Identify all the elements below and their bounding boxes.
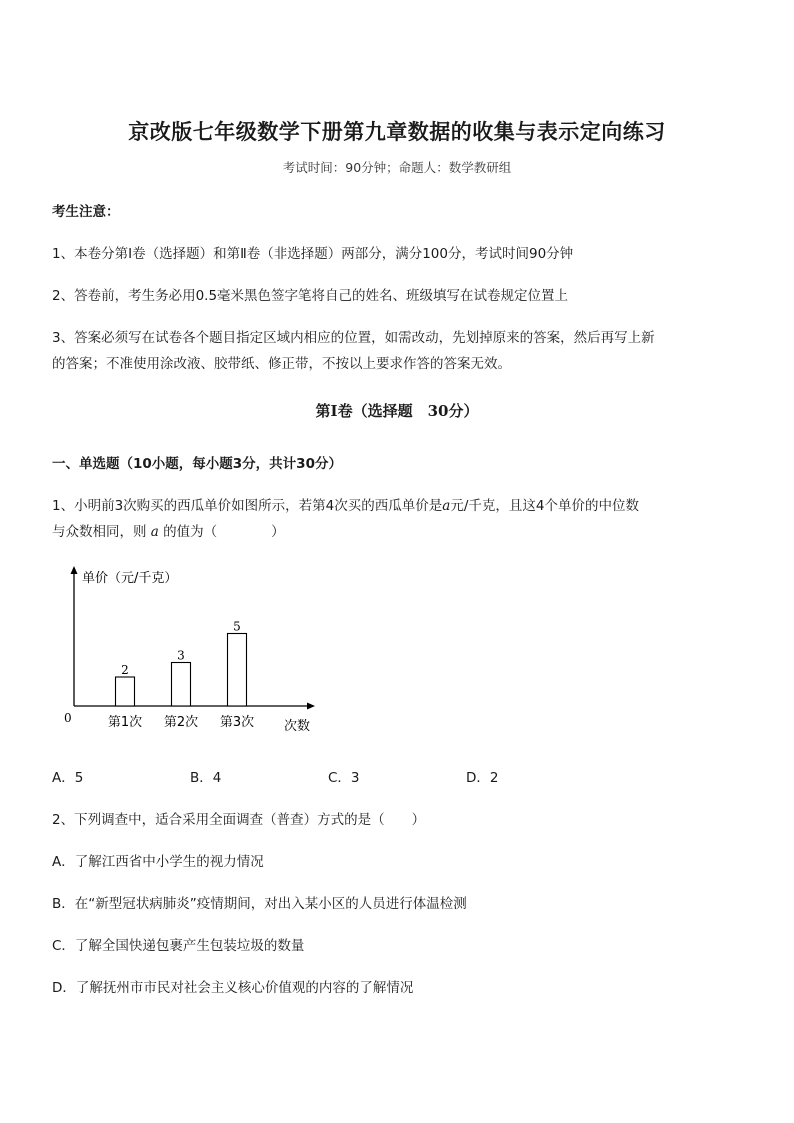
q2-option-b: B．在“新型冠状病肺炎”疫情期间，对出入某小区的人员进行体温检测 — [52, 896, 467, 912]
category-label-3: 第3次 — [219, 715, 255, 730]
q1-text-b: 元/千克，且这4个单价的中位数 — [450, 498, 639, 514]
q1-option-c: C．3 — [328, 770, 360, 786]
category-label-1: 第1次 — [107, 715, 143, 730]
notice-item-1: 1、本卷分第Ⅰ卷（选择题）和第Ⅱ卷（非选择题）两部分，满分100分，考试时间90分钟 — [52, 246, 574, 262]
bar-2 — [172, 663, 191, 707]
notice-item-3-cont: 的答案；不准使用涂改液、胶带纸、修正带，不按以上要求作答的答案无效。 — [52, 356, 511, 372]
q1-option-d: D．2 — [466, 770, 499, 786]
bar-1 — [116, 677, 135, 706]
q2-option-a: A．了解江西省中小学生的视力情况 — [52, 854, 264, 870]
section-title: 第Ⅰ卷（选择题 30分） — [315, 402, 479, 420]
notice-item-2: 2、答卷前，考生务必用0.5毫米黑色签字笔将自己的姓名、班级填写在试卷规定位置上 — [52, 288, 569, 304]
notice-item-3: 3、答案必须写在试卷各个题目指定区域内相应的位置，如需改动，先划掉原来的答案，然后再写上新 — [52, 330, 655, 346]
notice-heading: 考生注意： — [52, 204, 120, 220]
q1-text-d: 的值为（ ） — [163, 524, 285, 540]
q1-var-a: a — [442, 498, 451, 514]
q1-text-c: 与众数相同，则 — [52, 524, 147, 540]
q1-text-a: 1、小明前3次购买的西瓜单价如图所示，若第4次买的西瓜单价是 — [52, 498, 443, 514]
q1-option-a: A．5 — [52, 770, 84, 786]
q2-option-d: D．了解抚州市市民对社会主义核心价值观的内容的了解情况 — [52, 980, 414, 996]
question-1-stem-line1 — [52, 494, 639, 514]
q1-option-b: B．4 — [190, 770, 222, 786]
y-axis-arrow — [71, 566, 78, 574]
q2-option-c: C．了解全国快递包裹产生包装垃圾的数量 — [52, 938, 305, 954]
q1-var-a-2: a — [150, 524, 159, 540]
bar-value-label-1: 2 — [121, 663, 129, 677]
y-axis-label: 单价（元/千克） — [82, 571, 178, 586]
origin-label: 0 — [64, 711, 72, 725]
bar-chart — [52, 562, 342, 742]
x-axis-arrow — [307, 703, 315, 710]
bar-3 — [228, 634, 247, 707]
question-2-stem: 2、下列调查中，适合采用全面调查（普查）方式的是（ ） — [52, 812, 426, 828]
exam-info: 考试时间：90分钟；命题人：数学教研组 — [282, 160, 512, 175]
category-label-2: 第2次 — [163, 715, 199, 730]
bar-value-label-3: 5 — [233, 619, 241, 634]
page-title: 京改版七年级数学下册第九章数据的收集与表示定向练习 — [128, 119, 666, 144]
bar-value-label-2: 3 — [177, 648, 185, 663]
part-heading: 一、单选题（10小题，每小题3分，共计30分） — [52, 456, 342, 472]
question-1-stem-line2 — [52, 520, 285, 540]
x-axis-label: 次数 — [284, 719, 311, 734]
